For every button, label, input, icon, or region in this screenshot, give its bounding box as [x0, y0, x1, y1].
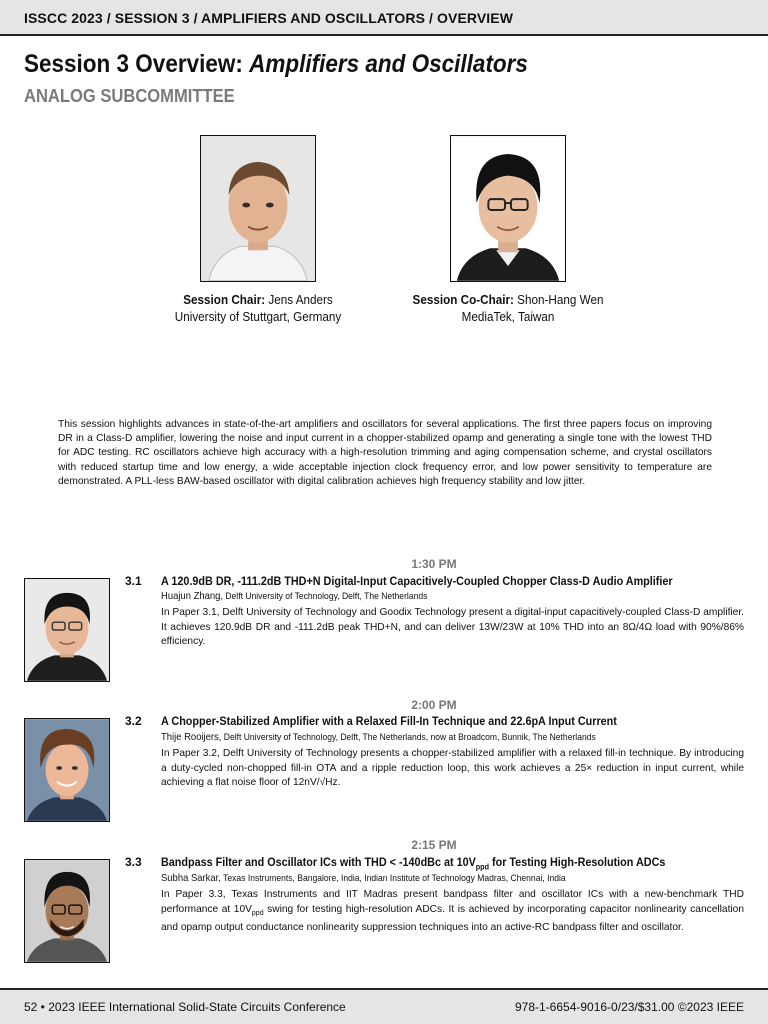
paper-author-affiliation: Delft University of Technology, Delft, The Netherlands	[223, 591, 428, 602]
paper-number: 3.2	[125, 714, 142, 728]
paper-title-main: Bandpass Filter and Oscillator ICs with THD < -140dBc at 10V	[161, 855, 476, 869]
paper-time: 2:15 PM	[411, 838, 457, 852]
paper-abstract: In Paper 3.1, Delft University of Technology and Goodix Technology present a digital-input capacitively-coupled Class-D amplifier. It achieves 120.9dB DR and -111.2dB peak THD+N, and can deliver 13W/23W at 10% THD into an 8Ω/4Ω load with 90%/86% efficiency.	[161, 607, 744, 647]
paper-authors	[161, 590, 427, 602]
author-portrait-icon	[25, 860, 109, 962]
session-cochair-role: Session Co-Chair:	[412, 292, 514, 307]
paper-author-name: Huajun Zhang,	[161, 590, 224, 602]
session-chair-affiliation: University of Stuttgart, Germany	[174, 309, 342, 324]
paper-abstract-rest: swing for testing high-resolution ADCs. It is achieved by incorporating capacitor nonlinearity cancellation and opamp output conductance nonlinearity suppression techniques into an active-RC bandpass filter and oscillator.	[161, 903, 744, 934]
session-chair-role: Session Chair:	[183, 292, 266, 307]
paper-authors	[161, 872, 566, 884]
paper-author-affiliation: Delft University of Technology, Delft, The Netherlands, now at Broadcom, Bunnik, The Netherlands	[221, 732, 596, 743]
page-title	[24, 50, 528, 79]
page-title-emph: Amplifiers and Oscillators	[249, 50, 528, 78]
paper-abstract-subscript: ppd	[251, 909, 264, 917]
paper-number: 3.3	[125, 855, 142, 869]
author-photo	[24, 718, 110, 822]
chair-photo	[200, 135, 316, 282]
paper-title-rest: for Testing High-Resolution ADCs	[488, 855, 666, 869]
paper-title: A 120.9dB DR, -111.2dB THD+N Digital-Input Capacitively-Coupled Chopper Class-D Audio Amplifier	[161, 574, 673, 588]
author-photo	[24, 859, 110, 963]
running-header	[0, 0, 768, 36]
paper-abstract	[161, 888, 744, 936]
session-chair	[161, 291, 355, 325]
paper-title: A Chopper-Stabilized Amplifier with a Relaxed Fill-In Technique and 22.6pA Input Current	[161, 714, 617, 728]
running-header-text: ISSCC 2023 / SESSION 3 / AMPLIFIERS AND OSCILLATORS / OVERVIEW	[24, 10, 514, 26]
author-photo	[24, 578, 110, 682]
author-portrait-icon	[25, 579, 109, 681]
subcommittee-label: ANALOG SUBCOMMITTEE	[24, 86, 235, 106]
cochair-photo	[450, 135, 566, 282]
session-intro: This session highlights advances in state-of-the-art amplifiers and oscillators for several applications. The first three papers focus on improving DR in a Class-D amplifier, lowering the noise and input current in a chopper-stabilized opamp and generating a single tone with the lowest THD for ADC testing. RC oscillators achieve high accuracy with a high-resolution trimming and aging compensation scheme, and crystal oscillators with reduced startup time and low energy, a wide acceptable injection clock frequency error, and low power sensitivity to temperature are demonstrated. A PLL-less BAW-based oscillator with digital calibration achieves high frequency stability and low jitter.	[58, 419, 712, 487]
paper-title-subscript: ppd	[475, 862, 489, 872]
paper-time: 2:00 PM	[411, 698, 457, 712]
page-title-prefix: Session 3 Overview:	[24, 50, 250, 78]
paper-author-name: Subha Sarkar,	[161, 872, 221, 884]
cochair-portrait-icon	[451, 136, 565, 281]
paper-number: 3.1	[125, 574, 142, 588]
paper-abstract: In Paper 3.2, Delft University of Technology presents a chopper-stabilized amplifier with a relaxed fill-in technique. By introducing a duty-cycled non-chopped fill-in OTA and a ripple reduction loop, this work achieves a 25× reduction in input current, while achieving a flat noise floor of 12nV/√Hz.	[161, 748, 744, 788]
author-portrait-icon	[25, 719, 109, 821]
paper-author-affiliation: Texas Instruments, Bangalore, India, Indian Institute of Technology Madras, Chennai, India	[220, 873, 566, 884]
paper-time: 1:30 PM	[411, 557, 457, 571]
page-footer	[0, 988, 768, 1024]
session-cochair	[400, 291, 616, 325]
chair-portrait-icon	[201, 136, 315, 281]
footer-left: 52 • 2023 IEEE International Solid-State Circuits Conference	[24, 1000, 346, 1014]
paper-abstract-main: In Paper 3.3, Texas Instruments and IIT Madras present bandpass filter and oscillator ICs with a new-benchmark THD performance at 10V	[161, 889, 744, 915]
session-cochair-name: Shon-Hang Wen	[513, 292, 604, 307]
footer-right: 978-1-6654-9016-0/23/$31.00 ©2023 IEEE	[514, 1000, 744, 1014]
paper-author-name: Thije Rooijers,	[161, 731, 222, 743]
paper-title	[161, 855, 665, 871]
session-chair-name: Jens Anders	[265, 292, 333, 307]
session-cochair-affiliation: MediaTek, Taiwan	[461, 309, 555, 324]
paper-authors	[161, 731, 596, 743]
